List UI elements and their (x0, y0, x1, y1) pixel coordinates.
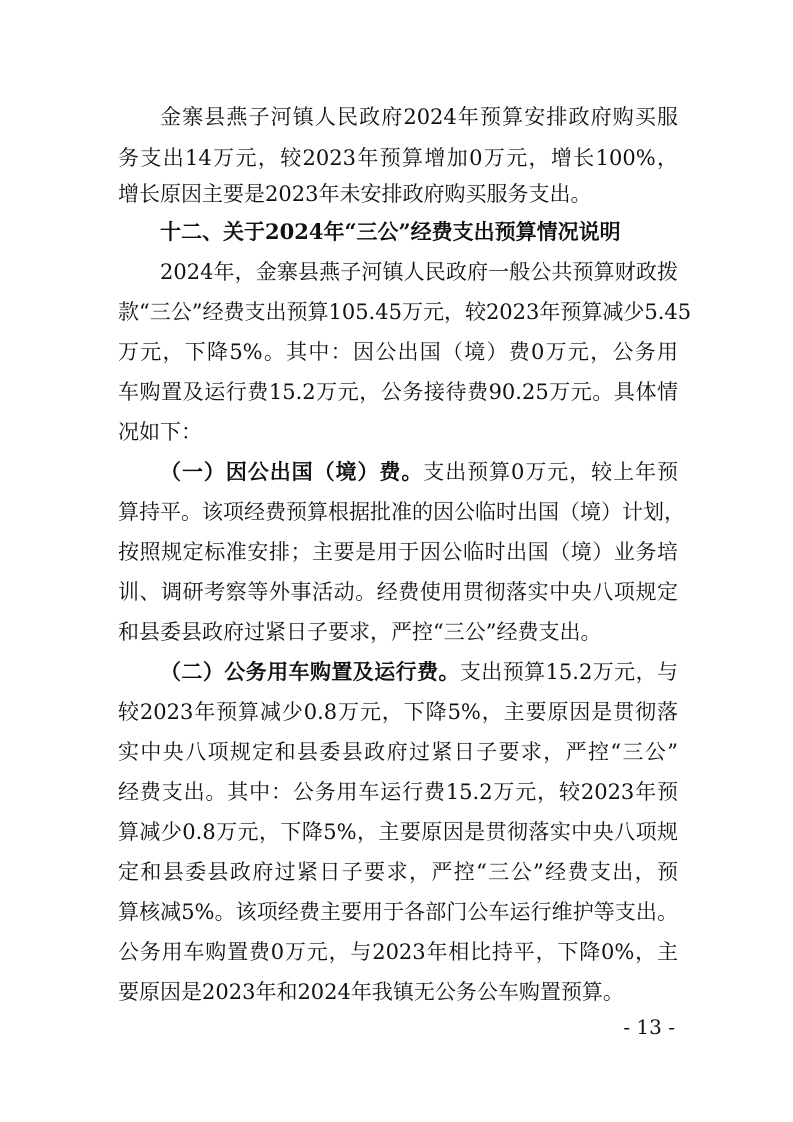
sangong-paragraph-line-1: 2024年，金寨县燕子河镇人民政府一般公共预算财政拨 (160, 260, 678, 284)
item-1-line-5: 和县委县政府过紧日子要求，严控“三公”经费支出。 (118, 620, 602, 644)
item-1-title: （一）因公出国（境）费。 (160, 459, 424, 484)
purchase-paragraph-line-2: 务支出14万元，较2023年预算增加0万元，增长100%， (118, 146, 678, 170)
sangong-paragraph-line-3: 万元，下降5%。其中：因公出国（境）费0万元，公务用 (118, 340, 678, 364)
item-1-line-1 (160, 452, 678, 492)
item-2-line-4: 经费支出。其中：公务用车运行费15.2万元，较2023年预 (118, 780, 678, 804)
item-2-line-3: 实中央八项规定和县委县政府过紧日子要求，严控“三公” (118, 740, 678, 764)
purchase-paragraph-line-1: 金寨县燕子河镇人民政府2024年预算安排政府购买服 (160, 105, 678, 129)
section-12-heading: 十二、关于2024年“三公”经费支出预算情况说明 (160, 219, 621, 244)
item-2-line-7: 算核减5%。该项经费主要用于各部门公车运行维护等支出。 (118, 900, 678, 924)
sangong-paragraph-line-4: 车购置及运行费15.2万元，公务接待费90.25万元。具体情 (118, 380, 678, 404)
item-2-line-9: 要原因是2023年和2024年我镇无公务公车购置预算。 (118, 980, 624, 1004)
item-1-line-1-text: 支出预算0万元，较上年预 (423, 460, 678, 484)
item-2-line-2: 较2023年预算减少0.8万元，下降5%，主要原因是贯彻落 (118, 700, 678, 724)
item-2-line-8: 公务用车购置费0万元，与2023年相比持平，下降0%，主 (118, 940, 678, 964)
item-2-line-1 (160, 652, 678, 692)
purchase-paragraph-line-3: 增长原因主要是2023年未安排政府购买服务支出。 (118, 182, 592, 206)
page-number: - 13 - (623, 1015, 675, 1039)
sangong-paragraph-line-2: 款“三公”经费支出预算105.45万元，较2023年预算减少5.45 (118, 300, 692, 324)
item-2-line-6: 定和县委县政府过紧日子要求，严控“三公”经费支出，预 (118, 860, 678, 884)
item-1-line-3: 按照规定标准安排；主要是用于因公临时出国（境）业务培 (118, 540, 678, 564)
item-1-line-2: 算持平。该项经费预算根据批准的因公临时出国（境）计划， (118, 500, 685, 524)
item-2-title: （二）公务用车购置及运行费。 (160, 659, 460, 684)
item-2-line-1-text: 支出预算15.2万元，与 (459, 660, 679, 684)
sangong-paragraph-line-5: 况如下： (118, 420, 202, 444)
item-2-line-5: 算减少0.8万元，下降5%，主要原因是贯彻落实中央八项规 (118, 820, 678, 844)
item-1-line-4: 训、调研考察等外事活动。经费使用贯彻落实中央八项规定 (118, 580, 678, 604)
